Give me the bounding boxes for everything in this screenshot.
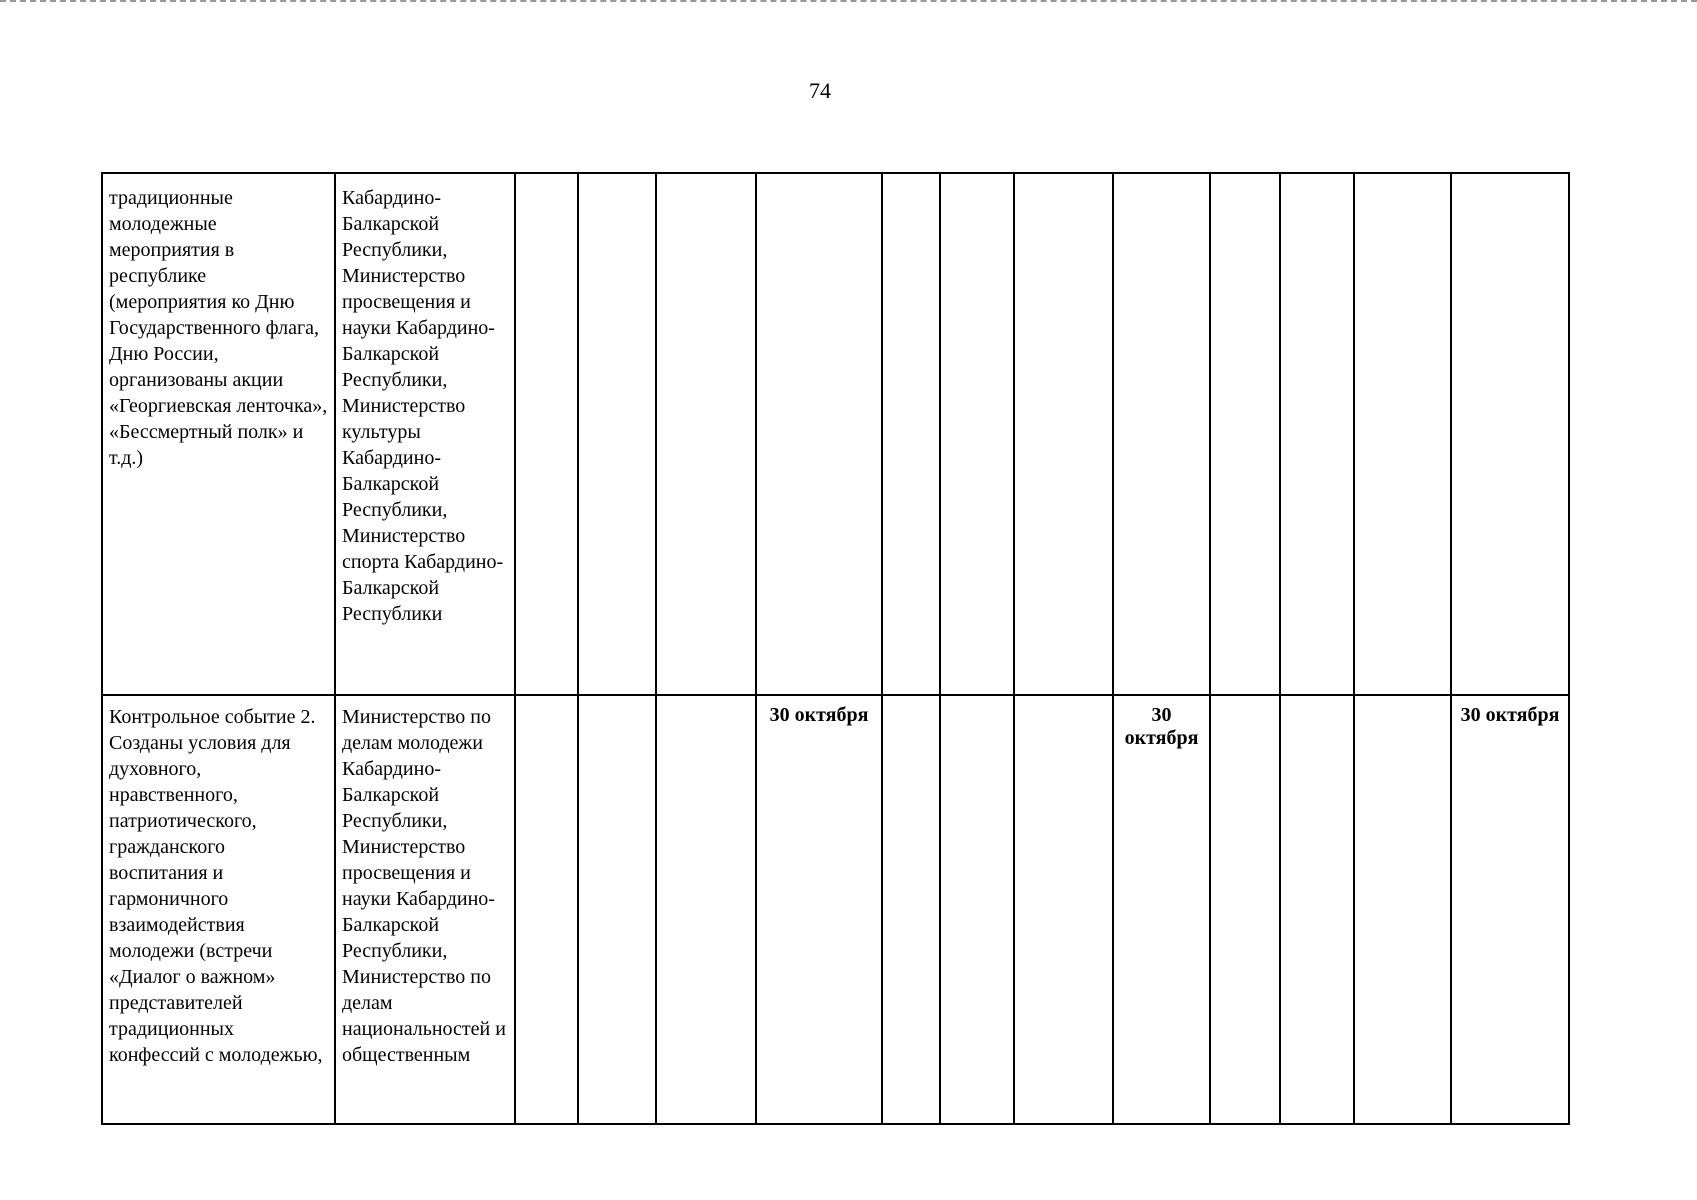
period-cell bbox=[1014, 695, 1113, 1124]
period-cell bbox=[756, 173, 882, 695]
responsible-cell: Кабардино-Балкарской Республики, Министерство просвещения и науки Кабардино-Балкарской Республики, Министерство культуры Кабардино-Балкарской Республики, Министерство спорта Кабардино-Балкарской Республики bbox=[335, 173, 515, 695]
deadline-cell: 30 октября bbox=[1451, 695, 1569, 1124]
page-number: 74 bbox=[809, 78, 831, 103]
responsible-cell: Министерство по делам молодежи Кабардино-Балкарской Республики, Министерство просвещения и науки Кабардино-Балкарской Республики, Министерство по делам национальностей и общественным bbox=[335, 695, 515, 1124]
deadline-cell: 30 октября bbox=[1113, 695, 1210, 1124]
period-cell bbox=[940, 695, 1014, 1124]
event-cell: традиционные молодежные мероприятия в республике (мероприятия ко Дню Государственного флага, Дню России, организованы акции «Георгиевская ленточка», «Бессмертный полк» и т.д.) bbox=[102, 173, 335, 695]
period-cell bbox=[940, 173, 1014, 695]
period-cell bbox=[656, 695, 756, 1124]
period-cell bbox=[578, 173, 656, 695]
period-cell bbox=[1354, 173, 1451, 695]
period-cell bbox=[1210, 695, 1280, 1124]
period-cell bbox=[882, 695, 940, 1124]
period-cell bbox=[1280, 695, 1354, 1124]
period-cell bbox=[1451, 173, 1569, 695]
table-row bbox=[102, 695, 1569, 1124]
period-cell bbox=[1014, 173, 1113, 695]
table-row bbox=[102, 173, 1569, 695]
period-cell bbox=[1354, 695, 1451, 1124]
period-cell bbox=[578, 695, 656, 1124]
period-cell bbox=[515, 173, 578, 695]
period-cell bbox=[882, 173, 940, 695]
deadline-cell: 30 октября bbox=[756, 695, 882, 1124]
period-cell bbox=[515, 695, 578, 1124]
plan-table bbox=[101, 172, 1570, 1125]
scan-edge bbox=[0, 0, 1697, 8]
period-cell bbox=[656, 173, 756, 695]
event-cell: Контрольное событие 2. Созданы условия для духовного, нравственного, патриотического, гражданского воспитания и гармоничного взаимодействия молодежи (встречи «Диалог о важном» представителей традиционных конфессий с молодежью, bbox=[102, 695, 335, 1124]
period-cell bbox=[1210, 173, 1280, 695]
period-cell bbox=[1113, 173, 1210, 695]
period-cell bbox=[1280, 173, 1354, 695]
